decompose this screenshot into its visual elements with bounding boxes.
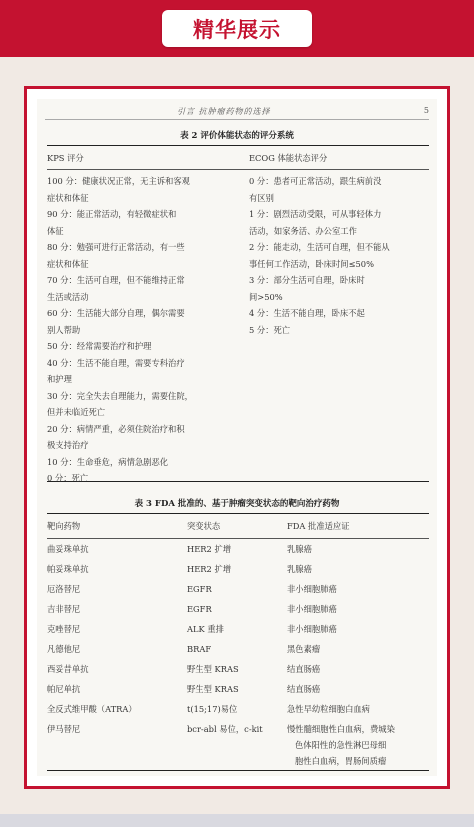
table3-cell-drug: 克唑替尼: [47, 624, 81, 634]
kps-line: 30 分：完全失去自理能力，需要住院，: [47, 390, 193, 401]
ecog-line: 2 分：能走动，生活可自理，但不能从: [249, 242, 390, 252]
kps-line: 但并未临近死亡: [47, 407, 106, 417]
kps-line: 别人帮助: [47, 324, 81, 335]
table3-cell-drug: 西妥昔单抗: [47, 664, 89, 674]
table3-cell-mutation: EGFR: [187, 584, 212, 594]
table3-cell-mutation: BRAF: [187, 644, 212, 654]
kps-line: 50 分：经常需要治疗和护理: [47, 341, 152, 351]
table3-cell-indication: 色体阳性的急性淋巴母细: [295, 740, 387, 750]
table3-header-mutation: 突变状态: [187, 521, 221, 531]
kps-line: 症状和体征: [47, 192, 89, 203]
table3-cell-drug: 吉非替尼: [47, 604, 81, 614]
table2-header-rule: [47, 169, 429, 170]
kps-line: 0 分：死亡: [47, 473, 89, 483]
ecog-line: 有区别: [249, 192, 274, 203]
table3-cell-drug: 全反式维甲酸（ATRA）: [47, 704, 137, 714]
table2-kps-header: KPS 评分: [47, 153, 84, 163]
ecog-line: 1 分：剧烈活动受限，可从事轻体力: [249, 209, 382, 219]
table3-cell-indication: 黑色素瘤: [287, 644, 321, 654]
badge-text: 精华展示: [193, 17, 281, 42]
kps-line: 100 分：健康状况正常，无主诉和客观: [47, 176, 190, 186]
running-title: 引言 抗肿瘤药物的选择: [177, 107, 271, 116]
table3-top-rule: [47, 513, 429, 514]
kps-line: 体征: [47, 225, 64, 236]
table3-cell-drug: 凡德他尼: [47, 644, 81, 654]
table2-top-rule: [47, 145, 429, 146]
table3-cell-indication: 慢性髓细胞性白血病，费城染: [287, 724, 395, 734]
table3-cell-mutation: 野生型 KRAS: [187, 684, 239, 694]
table3-header-drug: 靶向药物: [47, 521, 81, 531]
table3-cell-mutation: 野生型 KRAS: [187, 664, 239, 674]
table3-cell-drug: 伊马替尼: [47, 724, 81, 734]
kps-line: 90 分：能正常活动，有轻微症状和: [47, 209, 177, 219]
kps-line: 60 分：生活能大部分自理，偶尔需要: [47, 308, 185, 318]
kps-line: 和护理: [47, 374, 72, 384]
table3-cell-indication: 急性早幼粒细胞白血病: [287, 704, 370, 714]
header-rule: [45, 119, 429, 120]
table3-cell-mutation: EGFR: [187, 604, 212, 614]
ecog-line: 5 分：死亡: [249, 324, 291, 335]
table3-cell-indication: 结直肠癌: [287, 684, 321, 694]
table3-header-rule: [47, 538, 429, 539]
kps-line: 70 分：生活可自理，但不能维持正常: [47, 275, 185, 285]
table3-header-indication: FDA 批准适应证: [287, 521, 350, 531]
scanned-page: [37, 99, 437, 776]
table3-cell-indication: 结直肠癌: [287, 664, 321, 674]
header-band: [0, 0, 474, 57]
table3-cell-indication: 非小细胞肺癌: [287, 584, 337, 594]
ecog-line: 0 分：患者可正常活动，跟生病前没: [249, 176, 382, 186]
page-number: 5: [423, 106, 429, 115]
table3-cell-drug: 曲妥珠单抗: [47, 544, 89, 554]
table3-cell-mutation: HER2 扩增: [187, 564, 232, 574]
footer-band: [0, 814, 474, 827]
table3-caption: 表 3 FDA 批准的、基于肿瘤突变状态的靶向治疗药物: [134, 499, 340, 509]
table3-cell-drug: 厄洛替尼: [47, 584, 81, 594]
kps-line: 10 分：生命垂危，病情急剧恶化: [47, 456, 169, 467]
table2-ecog-header: ECOG 体能状态评分: [249, 153, 328, 163]
kps-line: 极支持治疗: [47, 440, 89, 450]
ecog-line: 事任何工作活动，卧床时间≤50%: [249, 258, 374, 269]
kps-line: 80 分：勉强可进行正常活动，有一些: [47, 242, 185, 252]
ecog-line: 3 分：部分生活可自理，卧床时: [249, 275, 365, 285]
table3-cell-mutation: bcr-abl 易位，c-kit: [187, 724, 263, 734]
table3-cell-indication: 乳腺癌: [287, 544, 312, 554]
table3-cell-indication: 非小细胞肺癌: [287, 624, 337, 634]
table3-cell-mutation: HER2 扩增: [187, 544, 232, 554]
ecog-line: 间>50%: [249, 291, 283, 302]
table3-bottom-rule: [47, 770, 429, 771]
highlight-badge: [162, 10, 312, 47]
kps-line: 症状和体征: [47, 258, 89, 269]
table3-cell-indication: 胞性白血病，胃肠间质瘤: [295, 756, 387, 766]
running-header: [37, 106, 437, 118]
table2-caption: 表 2 评价体能状态的评分系统: [180, 131, 294, 141]
kps-line: 40 分：生活不能自理，需要专科治疗: [47, 357, 185, 368]
table3-cell-indication: 乳腺癌: [287, 564, 312, 574]
table3-cell-drug: 帕妥珠单抗: [47, 564, 89, 574]
table3-cell-mutation: ALK 重排: [187, 624, 224, 634]
ecog-line: 活动，如家务活、办公室工作: [249, 225, 357, 236]
kps-line: 生活或活动: [47, 291, 89, 302]
table3-cell-drug: 帕尼单抗: [47, 684, 81, 694]
table3-cell-indication: 非小细胞肺癌: [287, 604, 337, 614]
table3-cell-mutation: t(15;17)易位: [187, 704, 238, 714]
ecog-line: 4 分：生活不能自理，卧床不起: [249, 308, 365, 318]
kps-line: 20 分：病情严重，必须住院治疗和积: [47, 423, 185, 434]
excerpt-frame: [24, 86, 450, 789]
